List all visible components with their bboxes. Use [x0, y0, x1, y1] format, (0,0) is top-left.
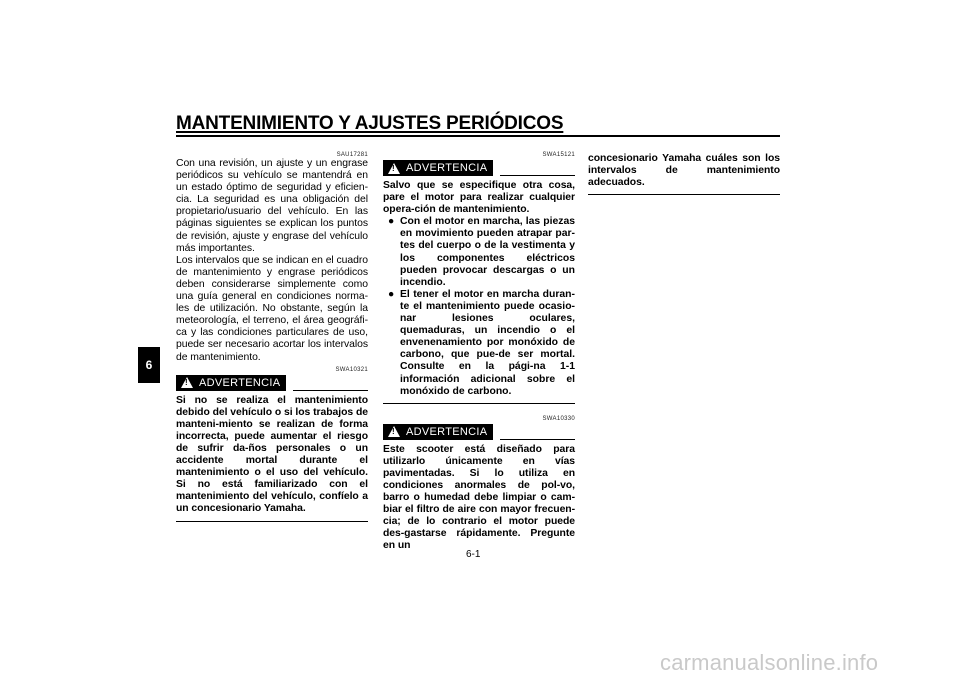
warning-header: [176, 375, 368, 391]
bullet-icon: ●: [388, 216, 395, 228]
warning-code: SWA10330: [542, 415, 575, 422]
page-number: 6-1: [466, 549, 481, 560]
page-title: MANTENIMIENTO Y AJUSTES PERIÓDICOS: [176, 113, 564, 134]
warning-icon: !: [388, 163, 400, 174]
warning-end-rule: [176, 521, 368, 522]
bullet-icon: ●: [388, 288, 395, 300]
column-2: [383, 152, 575, 553]
warning-rule: [500, 439, 575, 440]
warning-badge: [383, 424, 493, 440]
bullet-text: Con el motor en marcha, las piezas en movimiento pueden atrapar par-tes del cuerpo o de la vestimenta y los componentes eléctricos pueden provocar descargas o un incendio.: [400, 216, 575, 288]
intro-paragraph: Con una revisión, un ajuste y un engrase periódicos su vehículo se mantendrá en un estado óptimo de seguridad y eficien-cia. La seguridad es una obligación del propietario/usuario del vehículo. En las páginas siguientes se explican los puntos de revisión, ajuste y engrase del vehículo más importantes.: [176, 158, 368, 254]
warning-text: Si no se realiza el mantenimiento debido del vehículo o si los trabajos de manteni-miento se realizan de forma incorrecta, puede aumentar el riesgo de sufrir da-ños personales o un accidente mortal durante el mantenimiento o el uso del vehículo. Si no está familiarizado con el mantenimiento del vehículo, confíelo a un concesionario Yamaha.: [176, 394, 368, 515]
warning-code: SWA10321: [335, 366, 368, 373]
title-rule: [176, 135, 780, 137]
warning-label: ADVERTENCIA: [406, 425, 488, 438]
intervals-paragraph: Los intervalos que se indican en el cuadro de mantenimiento y engrase periódicos deben considerarse simplemente como una guía general en condiciones norma-les de utilización. No obstante, según la meteorología, el terreno, el área geográfi-ca y las condiciones particulares de uso, puede ser necesario acortar los intervalos de mantenimiento.: [176, 254, 368, 363]
warning-rule: [500, 175, 575, 176]
warning-text: Salvo que se especifique otra cosa, pare el motor para realizar cualquier opera-ción de mantenimiento.: [383, 180, 575, 216]
column-3: [588, 153, 780, 195]
warning-icon: !: [181, 377, 193, 388]
list-item: [383, 216, 575, 289]
bullet-text: El tener el motor en marcha duran-te el mantenimiento puede ocasio-nar lesiones oculares, quemaduras, un incendio o el envenenamiento por monóxido de carbono, que pue-de ser mortal. Consulte en la pági-na 1-1 información adicional sobre el monóxido de carbono.: [400, 288, 575, 397]
warning-end-rule: [588, 194, 780, 195]
warning-rule: [293, 390, 368, 391]
column-1: [176, 152, 368, 522]
warning-text: Este scooter está diseñado para utilizarlo únicamente en vías pavimentadas. Si lo utiliza en condiciones anormales de pol-vo, barro o humedad debe limpiar o cam-biar el filtro de aire con mayor frecuen-cia; de lo contrario el motor puede des-gastarse rápidamente. Pregunte en un: [383, 443, 575, 552]
warning-label: ADVERTENCIA: [406, 162, 488, 174]
warning-header: [383, 424, 575, 440]
watermark: carmanualsonline.info: [660, 650, 879, 675]
continued-text: concesionario Yamaha cuáles son los intervalos de mantenimiento adecuados.: [588, 153, 780, 189]
warning-badge: [176, 375, 286, 391]
warning-header: [383, 160, 575, 176]
warning-code: SWA15121: [542, 152, 575, 158]
list-item: [383, 289, 575, 398]
warning-icon: !: [388, 426, 400, 437]
section-code: SAU17281: [336, 152, 368, 158]
chapter-tab: 6: [138, 347, 160, 383]
warning-badge: [383, 160, 493, 176]
warning-label: ADVERTENCIA: [199, 376, 281, 389]
warning-end-rule: [383, 403, 575, 404]
